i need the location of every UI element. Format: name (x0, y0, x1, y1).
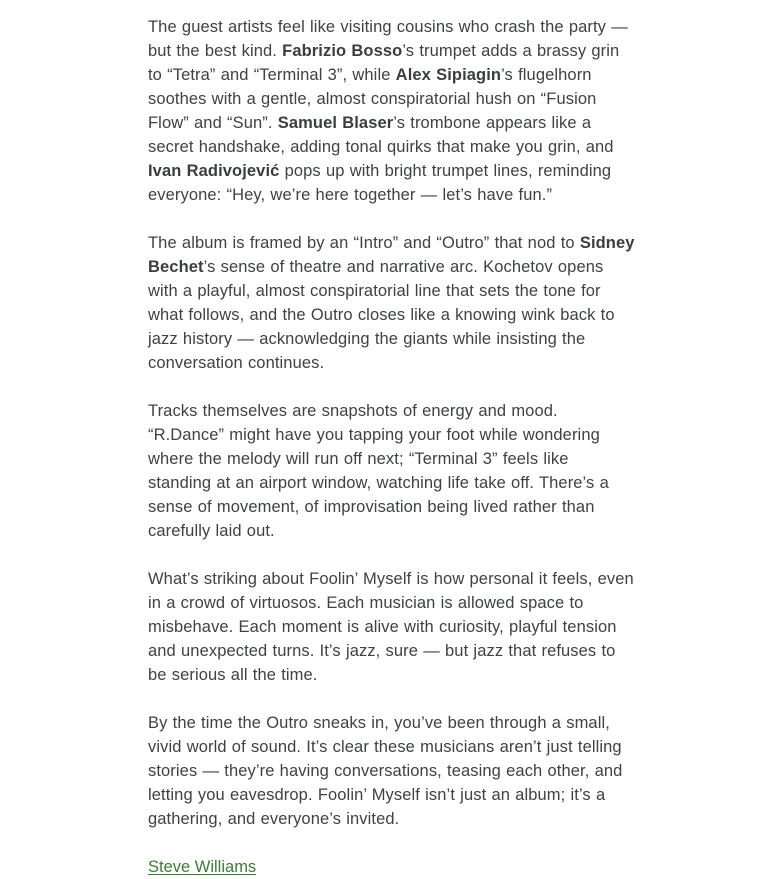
text-run: ’s sense of theatre and narrative arc. Kochetov opens with a playful, almost conspiratorial line that sets the tone for what follows, and the Outro closes like a knowing wink back to jazz history — acknowledging the giants while insisting the conversation continues. (148, 258, 615, 372)
album-review-article (148, 15, 635, 879)
paragraph-outro-closing (148, 711, 635, 831)
paragraph-intro-outro (148, 231, 635, 375)
artist-name-fabrizio-bosso: Fabrizio Bosso (282, 42, 403, 60)
text-run: What’s striking about Foolin’ Myself is how personal it feels, even in a crowd of virtuosos. Each musician is allowed space to misbehave. Each moment is alive with curiosity, playful tension and unexpected turns. It’s jazz, sure — but jazz that refuses to be serious all the time. (148, 570, 634, 684)
text-run: By the time the Outro sneaks in, you’ve been through a small, vivid world of sound. It’s clear these musicians aren’t just telling stories — they’re having conversations, teasing each other, and letting you eavesdrop. Foolin’ Myself isn’t just an album; it’s a gathering, and everyone’s invited. (148, 714, 623, 828)
text-run: pops up with bright trumpet lines, reminding everyone: “Hey, we’re here together — let’s have fun.” (148, 162, 612, 204)
author-link[interactable]: Steve Williams (148, 858, 257, 876)
text-run: The guest artists feel like visiting cousins who crash the party — but the best kind. (148, 18, 628, 60)
artist-name-alex-sipiagin: Alex Sipiagin (395, 66, 502, 84)
text-run: The album is framed by an “Intro” and “Outro” that nod to (148, 234, 580, 252)
text-run: ’s trombone appears like a secret handshake, adding tonal quirks that make you grin, and (148, 114, 614, 156)
artist-name-sidney-bechet: Sidney Bechet (148, 234, 635, 276)
paragraph-whats-striking (148, 567, 635, 687)
paragraph-tracks (148, 399, 635, 543)
artist-name-samuel-blaser: Samuel Blaser (277, 114, 394, 132)
text-run: ’s trumpet adds a brassy grin to “Tetra” and “Terminal 3”, while (148, 42, 620, 84)
text-run: ’s flugelhorn soothes with a gentle, almost conspiratorial hush on “Fusion Flow” and “Sun”. (148, 66, 597, 132)
artist-name-ivan-radivojevic: Ivan Radivojević (148, 162, 280, 180)
author-byline (148, 855, 635, 879)
paragraph-guest-artists (148, 15, 635, 207)
text-run: Tracks themselves are snapshots of energy and mood. “R.Dance” might have you tapping your foot while wondering where the melody will run off next; “Terminal 3” feels like standing at an airport window, watching life take off. There’s a sense of movement, of improvisation being lived rather than carefully laid out. (148, 402, 609, 540)
